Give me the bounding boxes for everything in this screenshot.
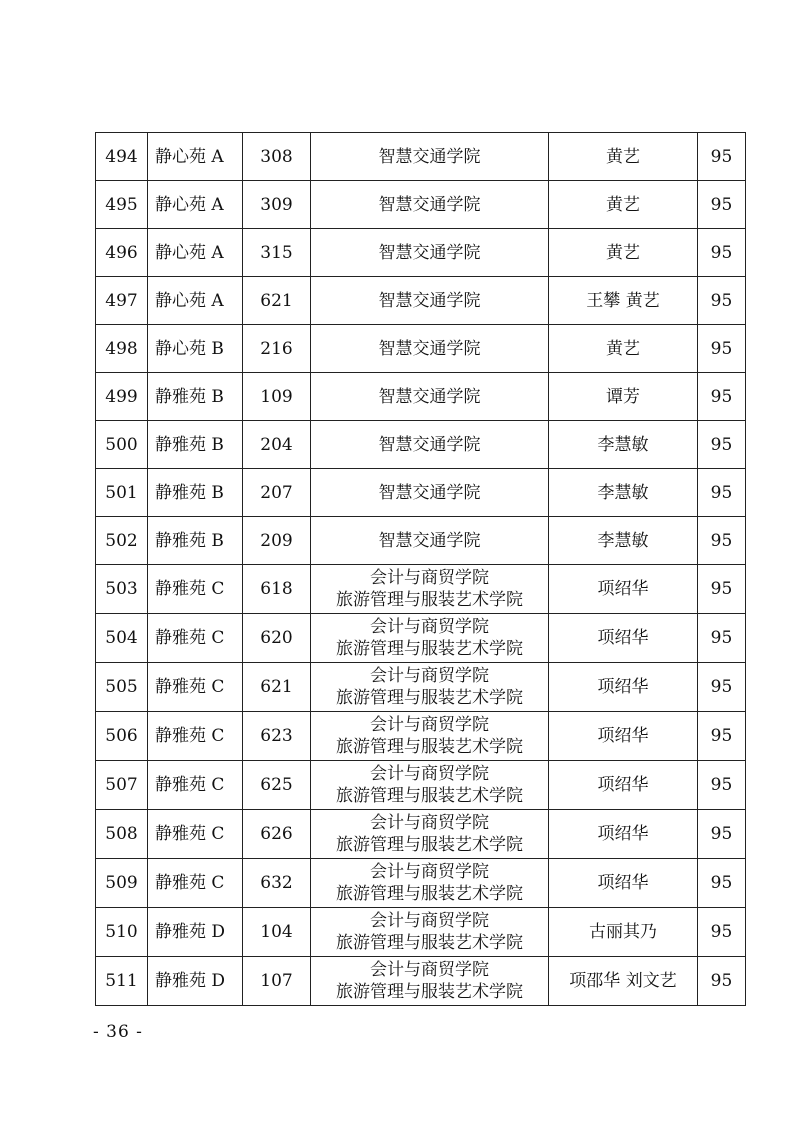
table-row <box>96 712 746 761</box>
department-cell <box>311 614 549 663</box>
room-number-cell: 104 <box>243 908 311 957</box>
row-number-cell: 500 <box>96 421 148 469</box>
manager-cell: 黄艺 <box>549 181 698 229</box>
department-cell <box>311 565 549 614</box>
table-row <box>96 908 746 957</box>
manager-cell: 王攀 黄艺 <box>549 277 698 325</box>
manager-cell: 项绍华 <box>549 859 698 908</box>
manager-cell: 谭芳 <box>549 373 698 421</box>
room-number-cell: 107 <box>243 957 311 1006</box>
row-number-cell: 503 <box>96 565 148 614</box>
score-cell: 95 <box>698 565 746 614</box>
manager-cell: 李慧敏 <box>549 421 698 469</box>
row-number-cell: 504 <box>96 614 148 663</box>
row-number-cell: 496 <box>96 229 148 277</box>
room-number-cell: 209 <box>243 517 311 565</box>
department-name: 会计与商贸学院 <box>370 617 489 637</box>
department-name: 智慧交通学院 <box>378 194 481 215</box>
room-number-cell: 632 <box>243 859 311 908</box>
department-cell <box>311 517 549 565</box>
score-cell: 95 <box>698 133 746 181</box>
department-name: 会计与商贸学院 <box>370 862 489 882</box>
row-number-cell: 505 <box>96 663 148 712</box>
department-name: 会计与商贸学院 <box>370 666 489 686</box>
room-number-cell: 308 <box>243 133 311 181</box>
department-name: 会计与商贸学院 <box>370 960 489 980</box>
building-cell: 静雅苑 B <box>148 469 243 517</box>
building-cell: 静雅苑 D <box>148 908 243 957</box>
row-number-cell: 508 <box>96 810 148 859</box>
table-row <box>96 957 746 1006</box>
table-row <box>96 133 746 181</box>
department-cell <box>311 421 549 469</box>
table-row <box>96 859 746 908</box>
row-number-cell: 494 <box>96 133 148 181</box>
building-cell: 静雅苑 D <box>148 957 243 1006</box>
table-row <box>96 325 746 373</box>
department-name: 会计与商贸学院 <box>370 764 489 784</box>
building-cell: 静心苑 B <box>148 325 243 373</box>
room-number-cell: 309 <box>243 181 311 229</box>
score-cell: 95 <box>698 517 746 565</box>
department-name: 智慧交通学院 <box>378 242 481 263</box>
score-cell: 95 <box>698 810 746 859</box>
building-cell: 静雅苑 C <box>148 614 243 663</box>
row-number-cell: 511 <box>96 957 148 1006</box>
table-row <box>96 181 746 229</box>
score-cell: 95 <box>698 277 746 325</box>
department-name: 智慧交通学院 <box>378 530 481 551</box>
room-number-cell: 625 <box>243 761 311 810</box>
department-cell <box>311 761 549 810</box>
table-row <box>96 663 746 712</box>
department-name: 旅游管理与服装艺术学院 <box>336 639 523 659</box>
department-name: 智慧交通学院 <box>378 146 481 167</box>
room-number-cell: 621 <box>243 663 311 712</box>
department-cell <box>311 325 549 373</box>
score-cell: 95 <box>698 859 746 908</box>
building-cell: 静雅苑 C <box>148 859 243 908</box>
department-cell <box>311 712 549 761</box>
page-number: - 36 - <box>93 1022 143 1042</box>
building-cell: 静雅苑 B <box>148 421 243 469</box>
manager-cell: 李慧敏 <box>549 469 698 517</box>
row-number-cell: 502 <box>96 517 148 565</box>
row-number-cell: 499 <box>96 373 148 421</box>
score-cell: 95 <box>698 373 746 421</box>
department-name: 旅游管理与服装艺术学院 <box>336 688 523 708</box>
manager-cell: 项绍华 <box>549 761 698 810</box>
department-cell <box>311 859 549 908</box>
table-row <box>96 761 746 810</box>
table-body <box>96 133 746 1006</box>
manager-cell: 黄艺 <box>549 133 698 181</box>
department-name: 智慧交通学院 <box>378 290 481 311</box>
manager-cell: 项绍华 <box>549 614 698 663</box>
room-number-cell: 204 <box>243 421 311 469</box>
building-cell: 静雅苑 C <box>148 810 243 859</box>
room-number-cell: 618 <box>243 565 311 614</box>
table-row <box>96 229 746 277</box>
department-name: 旅游管理与服装艺术学院 <box>336 884 523 904</box>
building-cell: 静雅苑 B <box>148 373 243 421</box>
building-cell: 静心苑 A <box>148 229 243 277</box>
building-cell: 静雅苑 C <box>148 663 243 712</box>
department-cell <box>311 133 549 181</box>
manager-cell: 黄艺 <box>549 325 698 373</box>
score-cell: 95 <box>698 614 746 663</box>
department-cell <box>311 181 549 229</box>
room-number-cell: 109 <box>243 373 311 421</box>
row-number-cell: 498 <box>96 325 148 373</box>
row-number-cell: 510 <box>96 908 148 957</box>
building-cell: 静心苑 A <box>148 277 243 325</box>
row-number-cell: 501 <box>96 469 148 517</box>
department-cell <box>311 957 549 1006</box>
department-cell <box>311 469 549 517</box>
department-name: 会计与商贸学院 <box>370 568 489 588</box>
table-row <box>96 517 746 565</box>
department-name: 智慧交通学院 <box>378 434 481 455</box>
department-name: 旅游管理与服装艺术学院 <box>336 786 523 806</box>
building-cell: 静雅苑 C <box>148 712 243 761</box>
building-cell: 静雅苑 C <box>148 761 243 810</box>
score-cell: 95 <box>698 712 746 761</box>
row-number-cell: 509 <box>96 859 148 908</box>
department-cell <box>311 663 549 712</box>
manager-cell: 项绍华 <box>549 565 698 614</box>
department-name: 旅游管理与服装艺术学院 <box>336 835 523 855</box>
score-cell: 95 <box>698 663 746 712</box>
table-row <box>96 373 746 421</box>
department-name: 智慧交通学院 <box>378 386 481 407</box>
department-cell <box>311 908 549 957</box>
table-row <box>96 565 746 614</box>
building-cell: 静雅苑 B <box>148 517 243 565</box>
score-cell: 95 <box>698 181 746 229</box>
room-number-cell: 620 <box>243 614 311 663</box>
department-name: 会计与商贸学院 <box>370 715 489 735</box>
manager-cell: 李慧敏 <box>549 517 698 565</box>
row-number-cell: 506 <box>96 712 148 761</box>
row-number-cell: 495 <box>96 181 148 229</box>
room-number-cell: 315 <box>243 229 311 277</box>
department-cell <box>311 277 549 325</box>
row-number-cell: 507 <box>96 761 148 810</box>
row-number-cell: 497 <box>96 277 148 325</box>
score-cell: 95 <box>698 229 746 277</box>
department-cell <box>311 373 549 421</box>
score-cell: 95 <box>698 957 746 1006</box>
manager-cell: 项绍华 <box>549 712 698 761</box>
building-cell: 静心苑 A <box>148 133 243 181</box>
manager-cell: 古丽其乃 <box>549 908 698 957</box>
department-name: 智慧交通学院 <box>378 338 481 359</box>
department-name: 旅游管理与服装艺术学院 <box>336 933 523 953</box>
score-cell: 95 <box>698 421 746 469</box>
score-cell: 95 <box>698 908 746 957</box>
department-cell <box>311 810 549 859</box>
department-name: 旅游管理与服装艺术学院 <box>336 982 523 1002</box>
department-name: 智慧交通学院 <box>378 482 481 503</box>
building-cell: 静雅苑 C <box>148 565 243 614</box>
manager-cell: 项绍华 <box>549 810 698 859</box>
dormitory-score-table <box>95 132 746 1006</box>
table-row <box>96 469 746 517</box>
room-number-cell: 216 <box>243 325 311 373</box>
score-cell: 95 <box>698 761 746 810</box>
department-name: 旅游管理与服装艺术学院 <box>336 737 523 757</box>
department-name: 会计与商贸学院 <box>370 813 489 833</box>
score-cell: 95 <box>698 469 746 517</box>
manager-cell: 项邵华 刘文艺 <box>549 957 698 1006</box>
table-row <box>96 277 746 325</box>
table-row <box>96 810 746 859</box>
table-row <box>96 614 746 663</box>
table-row <box>96 421 746 469</box>
manager-cell: 项绍华 <box>549 663 698 712</box>
manager-cell: 黄艺 <box>549 229 698 277</box>
building-cell: 静心苑 A <box>148 181 243 229</box>
room-number-cell: 207 <box>243 469 311 517</box>
room-number-cell: 621 <box>243 277 311 325</box>
department-cell <box>311 229 549 277</box>
department-name: 旅游管理与服装艺术学院 <box>336 590 523 610</box>
room-number-cell: 626 <box>243 810 311 859</box>
score-cell: 95 <box>698 325 746 373</box>
room-number-cell: 623 <box>243 712 311 761</box>
department-name: 会计与商贸学院 <box>370 911 489 931</box>
